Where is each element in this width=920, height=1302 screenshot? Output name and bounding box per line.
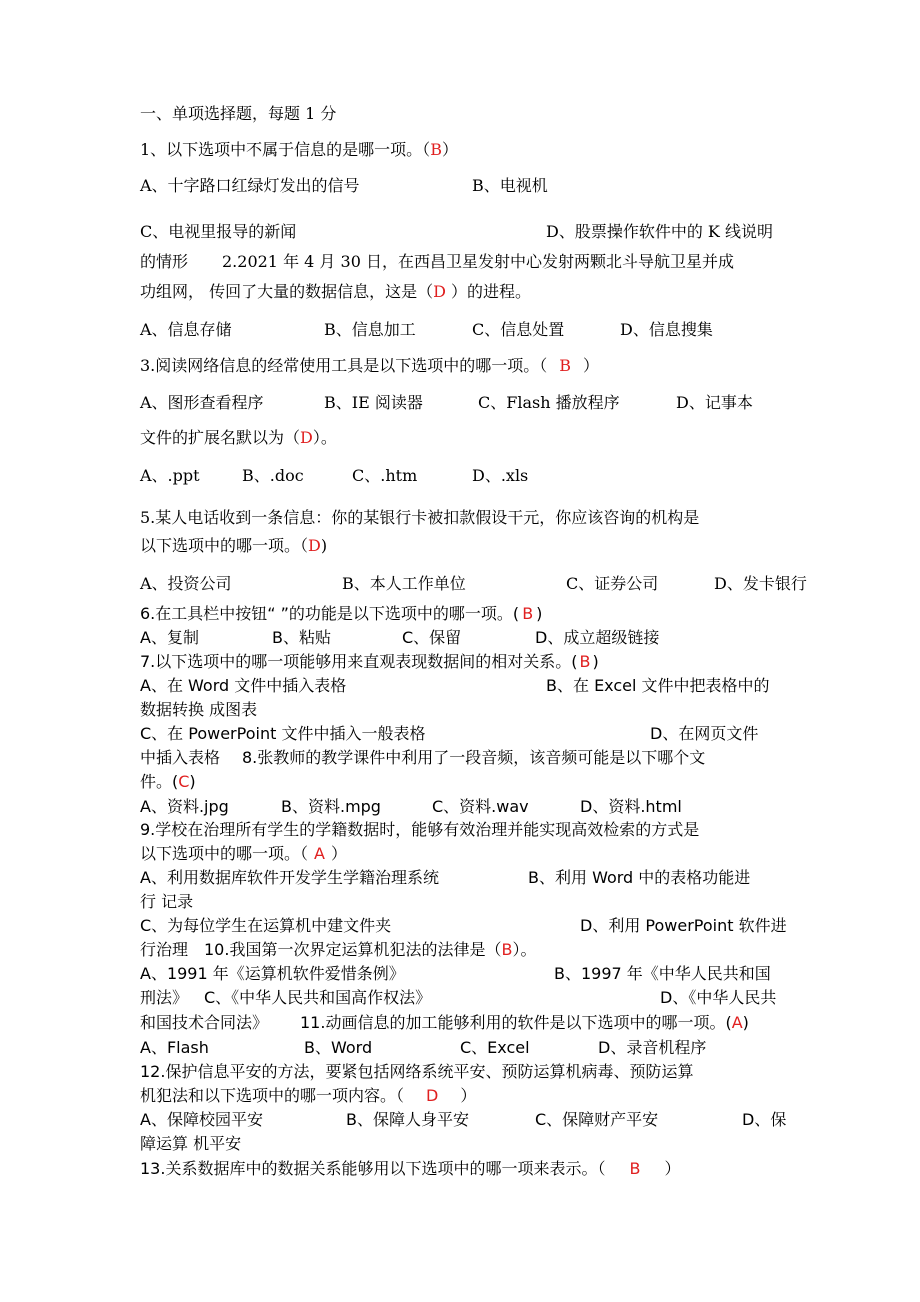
q3-option-a: A、图形查看程序: [140, 393, 264, 412]
q6-option-d: D、成立超级链接: [535, 628, 660, 647]
q8-option-a: A、资料.jpg: [140, 797, 229, 816]
q9-option-d: D、利用 PowerPoint 软件进: [580, 916, 787, 935]
question-11: 11.动画信息的加工能够利用的软件是以下选项中的哪一项。(A): [300, 1013, 749, 1032]
q2-option-a: A、信息存储: [140, 320, 232, 339]
q11-option-a: A、Flash: [140, 1038, 209, 1057]
question-3: 3.阅读网络信息的经常使用工具是以下选项中的哪一项。（ B ）: [140, 356, 600, 375]
question-12: 12.保护信息平安的方法，要紧包括网络系统平安、预防运算机病毒、预防运算: [140, 1062, 694, 1081]
q10-option-c: C、《中华人民共和国高作权法》: [204, 988, 432, 1007]
answer-13: B: [629, 1159, 641, 1178]
question-8: 8.张教师的教学课件中利用了一段音频，该音频可能是以下哪个文: [242, 748, 706, 767]
answer-3: B: [559, 356, 572, 375]
question-10: 10.我国第一次界定运算机犯法的法律是（B）。: [204, 940, 537, 959]
q10-option-b-cont: 刑法》: [140, 988, 189, 1007]
q4-option-d: D、.xls: [472, 466, 529, 485]
q8-option-b: B、资料.mpg: [281, 797, 381, 816]
q6-option-c: C、保留: [402, 628, 462, 647]
q9-option-c: C、为每位学生在运算机中建文件夹: [140, 916, 392, 935]
answer-1: B: [430, 140, 442, 159]
answer-5: D: [308, 536, 321, 555]
section-title: 一、单项选择题，每题 1 分: [140, 104, 337, 123]
answer-12: D: [426, 1086, 439, 1105]
q5-option-d: D、发卡银行: [714, 574, 807, 593]
q2-option-b: B、信息加工: [324, 320, 416, 339]
q7-option-c: C、在 PowerPoint 文件中插入一般表格: [140, 724, 426, 743]
answer-7: B: [579, 652, 591, 671]
q1-option-a: A、十字路口红绿灯发出的信号: [140, 176, 360, 195]
q6-option-b: B、粘贴: [272, 628, 331, 647]
q3-option-d: D、记事本: [676, 393, 753, 412]
q11-option-b: B、Word: [304, 1038, 373, 1057]
q7-option-d: D、在网页文件: [650, 724, 759, 743]
question-2-cont: 功组网， 传回了大量的数据信息，这是（D ）的进程。: [140, 282, 532, 301]
q10-option-d: D、《中华人民共: [660, 988, 777, 1007]
answer-4: D: [300, 428, 313, 447]
q1-option-d: D、股票操作软件中的 K 线说明: [546, 222, 773, 241]
answer-11: A: [731, 1013, 743, 1032]
question-9-cont: 以下选项中的哪一项。（ A ）: [140, 844, 347, 863]
q9-option-b-cont: 行 记录: [140, 892, 194, 911]
q9-option-a: A、利用数据库软件开发学生学籍治理系统: [140, 868, 439, 887]
q7-option-d-cont: 中插入表格: [140, 748, 221, 767]
q6-option-a: A、复制: [140, 628, 199, 647]
q10-option-b: B、1997 年《中华人民共和国: [554, 964, 771, 983]
q5-option-a: A、投资公司: [140, 574, 232, 593]
q7-option-b-cont: 数据转换 成图表: [140, 700, 258, 719]
q11-option-d: D、录音机程序: [598, 1038, 707, 1057]
q8-option-c: C、资料.wav: [432, 797, 529, 816]
question-5: 5.某人电话收到一条信息：你的某银行卡被扣款假设干元，你应该咨询的机构是: [140, 508, 700, 527]
q1-option-b: B、电视机: [472, 176, 548, 195]
question-8-cont: 件。(C): [140, 772, 196, 791]
answer-8: C: [178, 772, 190, 791]
q9-option-b: B、利用 Word 中的表格功能进: [528, 868, 751, 887]
q9-option-d-cont: 行治理: [140, 940, 189, 959]
question-12-cont: 机犯法和以下选项中的哪一项内容。（ D ）: [140, 1086, 477, 1105]
q7-option-a: A、在 Word 文件中插入表格: [140, 676, 347, 695]
q2-option-c: C、信息处置: [472, 320, 565, 339]
question-4: 文件的扩展名默以为（D）。: [140, 428, 337, 447]
question-5-cont: 以下选项中的哪一项。（D): [140, 536, 328, 555]
q10-option-a: A、1991 年《运算机软件爱惜条例》: [140, 964, 405, 983]
question-2: 2.2021 年 4 月 30 日，在西昌卫星发射中心发射两颗北斗导航卫星并成: [222, 252, 734, 271]
q12-option-b: B、保障人身平安: [346, 1110, 469, 1129]
q11-option-c: C、Excel: [460, 1038, 530, 1057]
answer-2: D: [433, 282, 446, 301]
question-1: 1、以下选项中不属于信息的是哪一项。（B）: [140, 140, 458, 159]
q12-option-c: C、保障财产平安: [535, 1110, 659, 1129]
question-7: 7.以下选项中的哪一项能够用来直观表现数据间的相对关系。( B ): [140, 652, 599, 671]
question-6: 6.在工具栏中按钮“ ”的功能是以下选项中的哪一项。( B ): [140, 604, 543, 623]
question-13: 13.关系数据库中的数据关系能够用以下选项中的哪一项来表示。（ B ）: [140, 1159, 681, 1178]
q8-option-d: D、资料.html: [580, 797, 682, 816]
answer-6: B: [522, 604, 534, 623]
answer-9: A: [314, 844, 325, 863]
q7-option-b: B、在 Excel 文件中把表格中的: [546, 676, 770, 695]
q2-option-d: D、信息搜集: [620, 320, 713, 339]
question-9: 9.学校在治理所有学生的学籍数据时，能够有效治理并能实现高效检索的方式是: [140, 820, 700, 839]
q12-option-a: A、保障校园平安: [140, 1110, 263, 1129]
q4-option-a: A、.ppt: [140, 466, 200, 485]
q10-option-d-cont: 和国技术合同法》: [140, 1013, 269, 1032]
q3-option-b: B、IE 阅读器: [324, 393, 423, 412]
q1-option-d-cont: 的情形: [140, 252, 189, 271]
q5-option-c: C、证券公司: [566, 574, 659, 593]
q4-option-c: C、.htm: [352, 466, 418, 485]
q12-option-d: D、保: [742, 1110, 787, 1129]
q12-option-d-cont: 障运算 机平安: [140, 1134, 242, 1153]
q1-option-c: C、电视里报导的新闻: [140, 222, 297, 241]
q3-option-c: C、Flash 播放程序: [478, 393, 620, 412]
q5-option-b: B、本人工作单位: [342, 574, 466, 593]
answer-10: B: [501, 940, 513, 959]
q4-option-b: B、.doc: [242, 466, 304, 485]
